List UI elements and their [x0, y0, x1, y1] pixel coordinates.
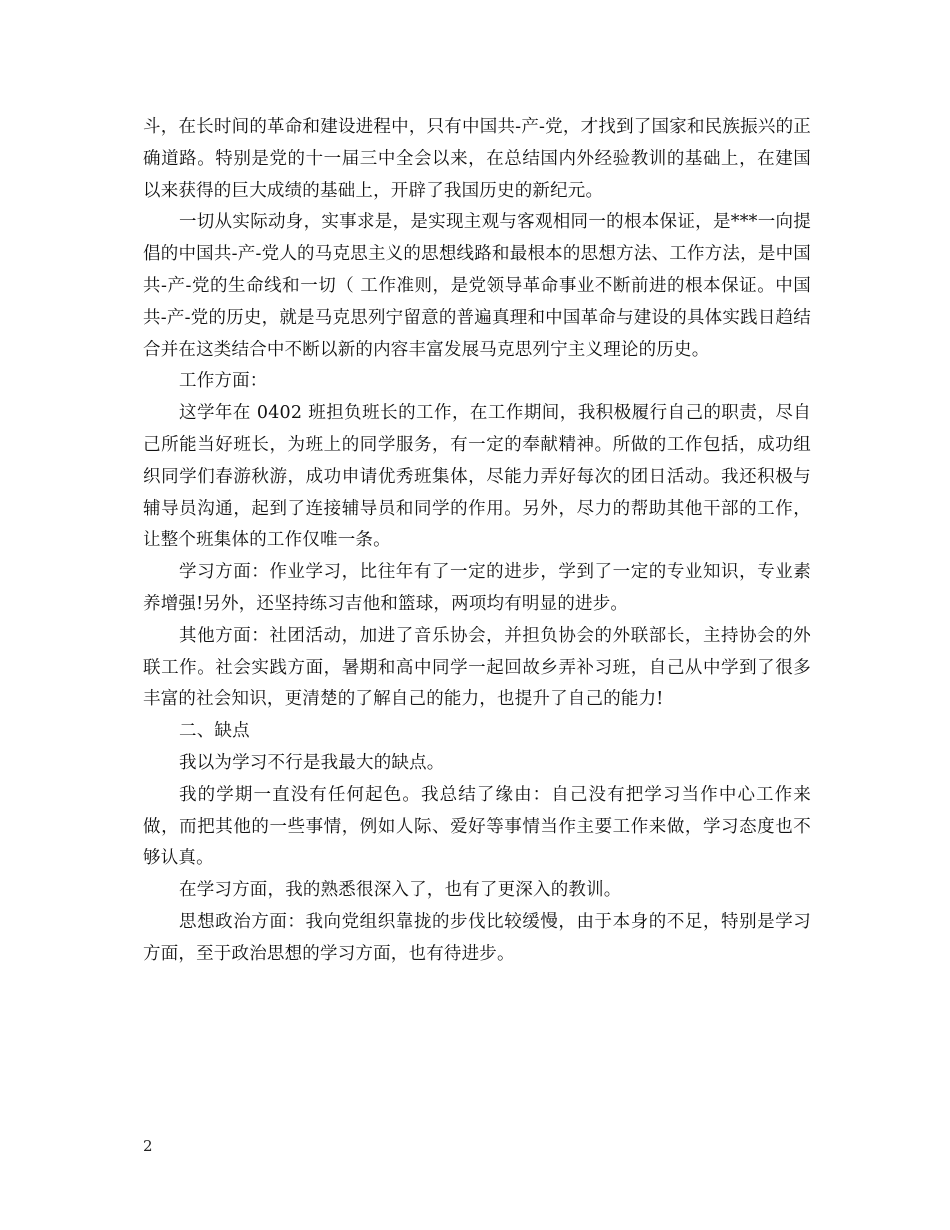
page-number: 2 — [143, 1137, 153, 1155]
paragraph-learning: 在学习方面，我的熟悉很深入了，也有了更深入的教训。 — [179, 880, 622, 901]
paragraph-other: 其他方面：社团活动，加进了音乐协会，并担负协会的外联部长，主持协会的外联工作。社会实践方面，暑期和高中同学一起回故乡弄补习班，自己从中学到了很多丰富的社会知识，更清楚的了解自己的能力，也提升了自己的能力! — [143, 625, 811, 710]
paragraph-study: 学习方面：作业学习，比往年有了一定的进步，学到了一定的专业知识，专业素养增强!另外，还坚持练习吉他和篮球，两项均有明显的进步。 — [143, 562, 811, 614]
paragraph-politics: 思想政治方面：我向党组织靠拢的步伐比较缓慢，由于本身的不足，特别是学习方面，至于政治思想的学习方面，也有待进步。 — [143, 911, 811, 964]
paragraph-reason: 我的学期一直没有任何起色。我总结了缘由：自己没有把学习当作中心工作来做，而把其他的一些事情，例如人际、爱好等事情当作主要工作来做，学习态度也不够认真。 — [143, 784, 811, 869]
heading-shortcomings: 二、缺点 — [179, 721, 250, 742]
paragraph-continuation: 斗，在长时间的革命和建设进程中，只有中国共-产-党，才找到了国家和民族振兴的正确道路。特别是党的十一届三中全会以来，在总结国内外经验教训的基础上，在建国以来获得的巨大成绩的基础上，开辟了我国历史的新纪元。 — [143, 117, 811, 201]
heading-work: 工作方面： — [179, 371, 268, 392]
paragraph-practical: 一切从实际动身，实事求是，是实现主观与客观相同一的根本保证，是***一向提倡的中国共-产-党人的马克思主义的思想线路和最根本的思想方法、工作方法，是中国共-产-党的生命线和一切（ 工作准则，是党领导革命事业不断前进的根本保证。中国共-产-党的历史，就是马克思列宁留意的普遍真理和中国革命与建设的具体实践日趋结合并在这类结合中不断以新的内容丰富发展马克思列宁主义理论的历史。 — [143, 212, 811, 360]
paragraph-work: 这学年在 0402 班担负班长的工作，在工作期间，我积极履行自己的职责，尽自己所能当好班长，为班上的同学服务，有一定的奉献精神。所做的工作包括，成功组织同学们春游秋游，成功申请优秀班集体，尽能力弄好每次的团日活动。我还积极与辅导员沟通，起到了连接辅导员和同学的作用。另外，尽力的帮助其他干部的工作，让整个班集体的工作仅唯一条。 — [143, 403, 811, 551]
document-body — [143, 112, 811, 971]
paragraph-biggest-shortcoming: 我以为学习不行是我最大的缺点。 — [179, 752, 445, 773]
